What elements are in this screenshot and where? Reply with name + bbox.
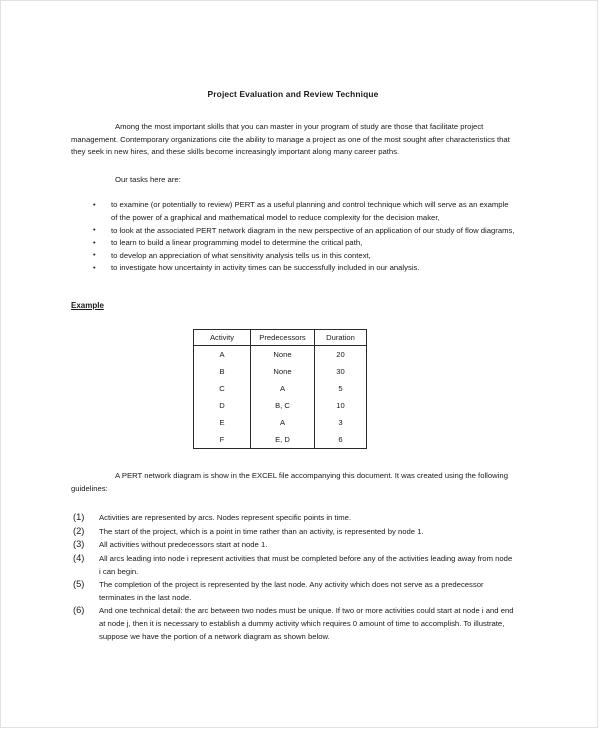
list-item: • to look at the associated PERT network diagram in the new perspective of an application of our study of flow diagrams,	[71, 225, 515, 238]
list-item-text: The start of the project, which is a point in time rather than an activity, is represented by node 1.	[99, 526, 424, 536]
column-header-activity: Activity	[194, 330, 251, 346]
list-item	[71, 526, 515, 539]
table-row	[194, 363, 367, 380]
tasks-list	[71, 186, 515, 275]
cell-activity: B	[194, 363, 251, 380]
cell-duration: 20	[315, 346, 367, 364]
list-marker: (2)	[73, 525, 85, 536]
tasks-lead-in: Our tasks here are:	[115, 174, 181, 184]
column-header-predecessors: Predecessors	[251, 330, 315, 346]
cell-activity: F	[194, 431, 251, 449]
cell-duration: 10	[315, 397, 367, 414]
activity-table	[193, 329, 367, 449]
table-row	[194, 346, 367, 364]
list-item: • to learn to build a linear programming model to determine the critical path,	[71, 237, 515, 250]
list-item: • to examine (or potentially to review) PERT as a useful planning and control technique which will serve as an example of the power of a graphical and mathematical model to reduce complexity for the decision maker,	[71, 199, 515, 224]
cell-activity: A	[194, 346, 251, 364]
list-item-text: All arcs leading into node i represent activities that must be completed before any of the activities leading away from node i can begin.	[99, 553, 513, 576]
cell-predecessors: None	[251, 363, 315, 380]
table-header-row	[194, 330, 367, 346]
column-header-duration: Duration	[315, 330, 367, 346]
list-item	[71, 579, 515, 604]
list-item-text: All activities without predecessors start at node 1.	[99, 540, 268, 550]
table-body	[194, 346, 367, 449]
cell-duration: 6	[315, 431, 367, 449]
list-item	[71, 512, 515, 525]
guidelines-list	[71, 495, 515, 643]
cell-predecessors: None	[251, 346, 315, 364]
list-marker: (6)	[73, 605, 85, 616]
table-row	[194, 431, 367, 449]
list-item	[71, 553, 515, 578]
list-marker: (5)	[73, 579, 85, 590]
cell-activity: C	[194, 380, 251, 397]
activity-table-container	[71, 310, 515, 449]
section-heading-example: Example	[71, 301, 104, 311]
cell-duration: 5	[315, 380, 367, 397]
list-item-text: The completion of the project is represented by the last node. Any activity which does not serve as a predecessor terminates in the last node.	[99, 580, 484, 602]
page-title: Project Evaluation and Review Technique	[207, 89, 379, 99]
list-item	[71, 539, 515, 552]
table-row	[194, 380, 367, 397]
cell-predecessors: A	[251, 380, 315, 397]
table-row	[194, 397, 367, 414]
list-item	[71, 605, 515, 643]
pert-paragraph: A PERT network diagram is show in the EXCEL file accompanying this document. It was created using the following guidelines:	[71, 471, 508, 493]
cell-duration: 3	[315, 414, 367, 431]
list-marker: (3)	[73, 539, 85, 550]
cell-predecessors: E, D	[251, 431, 315, 449]
table-header	[194, 330, 367, 346]
table-row	[194, 414, 367, 431]
document-content	[71, 1, 515, 644]
list-marker: (1)	[73, 512, 85, 523]
cell-predecessors: B, C	[251, 397, 315, 414]
cell-activity: E	[194, 414, 251, 431]
list-item: • to develop an appreciation of what sensitivity analysis tells us in this context,	[71, 250, 515, 263]
list-marker: (4)	[73, 552, 85, 563]
intro-paragraph: Among the most important skills that you can master in your program of study are those that facilitate project management. Contemporary organizations cite the ability to manage a project as one of the most sought after characteristics that they seek in new hires, and these skills become increasingly important along many career paths.	[71, 122, 510, 157]
list-item: • to investigate how uncertainty in activity times can be successfully included in our analysis.	[71, 262, 515, 275]
cell-duration: 30	[315, 363, 367, 380]
list-item-text: And one technical detail: the arc between two nodes must be unique. If two or more activities could start at node i and end at node j, then it is necessary to establish a dummy activity which requires 0 amount of time to accomplish. To illustrate, suppose we have the portion of a network diagram as shown below.	[99, 606, 514, 641]
cell-activity: D	[194, 397, 251, 414]
list-item-text: Activities are represented by arcs. Nodes represent specific points in time.	[99, 513, 352, 523]
cell-predecessors: A	[251, 414, 315, 431]
